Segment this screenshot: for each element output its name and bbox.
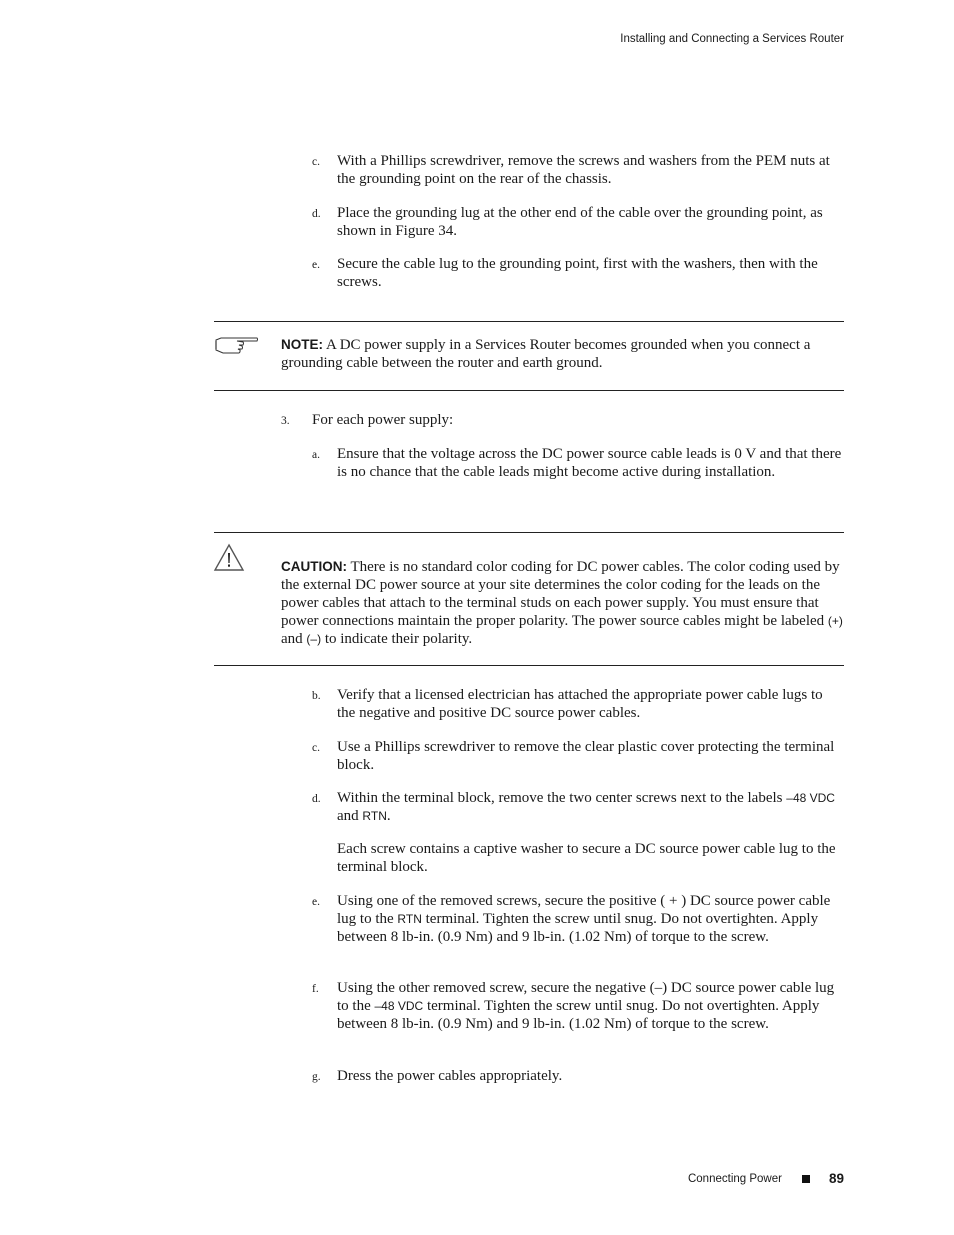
list-item	[312, 152, 842, 188]
text-run: terminal. Tighten the screw until snug. Do not overtighten. Apply between 8 lb-in. (0.9 Nm) and 9 lb-in. (1.02 Nm) of torque to the screw.	[337, 998, 820, 1032]
list-marker: g.	[312, 1071, 321, 1083]
text-run: .	[386, 808, 391, 824]
list-marker: e.	[312, 896, 320, 908]
list-item	[312, 979, 842, 1033]
list-item-text: Dress the power cables appropriately.	[337, 1068, 563, 1084]
caution-label: CAUTION:	[281, 559, 347, 574]
list-marker: d.	[312, 208, 321, 220]
list-item-text	[337, 979, 842, 1033]
list-item	[312, 892, 842, 946]
list-item-text	[337, 892, 842, 946]
text-run: Within the terminal block, remove the two center screws next to the labels	[337, 790, 787, 806]
caution-bottom-rule	[214, 665, 844, 666]
list-item	[312, 1067, 842, 1085]
list-item-text: Secure the cable lug to the grounding point, first with the washers, then with the screws.	[337, 256, 818, 290]
caution-and: and	[281, 631, 307, 647]
list-item-text: Use a Phillips screwdriver to remove the clear plastic cover protecting the terminal block.	[337, 739, 835, 773]
page-number: 89	[828, 1171, 844, 1186]
text-run: and	[337, 808, 363, 824]
list-item	[312, 686, 842, 722]
list-marker: b.	[312, 690, 321, 702]
text-run: Using one of the removed screws, secure the positive ( + ) DC source power cable lug to the	[337, 893, 831, 927]
code-label: –48 VDC	[786, 791, 835, 805]
list-marker: c.	[312, 742, 320, 754]
list-item	[312, 204, 842, 240]
warning-triangle-icon	[213, 543, 245, 577]
footer-square-icon	[802, 1175, 810, 1183]
text-run: terminal. Tighten the screw until snug. Do not overtighten. Apply between 8 lb-in. (0.9 Nm) and 9 lb-in. (1.02 Nm) of torque to the screw.	[337, 911, 819, 945]
list-item-text: Ensure that the voltage across the DC power source cable leads is 0 V and that there is no chance that the cable leads might become active during installation.	[337, 446, 842, 480]
list-item-text: With a Phillips screwdriver, remove the screws and washers from the PEM nuts at the grounding point on the rear of the chassis.	[337, 153, 830, 187]
note-callout	[281, 336, 844, 372]
pointing-hand-icon	[213, 331, 259, 360]
code-label: –48 VDC	[374, 999, 424, 1013]
list-marker: c.	[312, 156, 320, 168]
list-marker: e.	[312, 259, 320, 271]
list-item	[312, 255, 842, 291]
list-marker: a.	[312, 449, 320, 461]
list-marker: f.	[312, 983, 319, 995]
list-marker: d.	[312, 793, 321, 805]
list-item	[312, 738, 842, 774]
list-item-text: Verify that a licensed electrician has attached the appropriate power cable lugs to the negative and positive DC source power cables.	[337, 687, 823, 721]
caution-text-end: to indicate their polarity.	[321, 631, 473, 647]
step-marker: 3.	[281, 415, 290, 427]
code-label: RTN	[397, 912, 422, 926]
minus-symbol: (–)	[306, 632, 322, 646]
note-top-rule	[214, 321, 844, 322]
code-label: RTN	[362, 809, 387, 823]
note-label: NOTE:	[281, 337, 323, 352]
caution-text: There is no standard color coding for DC power cables. The color coding used by the external DC power source at your site determines the color coding for the leads on the power cables that attach to the terminal studs on each power supply. You must ensure that power connections maintain the proper polarity. The power source cables might be labeled	[281, 559, 840, 629]
page-footer	[688, 1171, 844, 1186]
list-item	[312, 789, 842, 876]
list-item-text	[337, 789, 842, 825]
note-bottom-rule	[214, 390, 844, 391]
step-item	[281, 411, 841, 429]
footer-section: Connecting Power	[687, 1172, 782, 1185]
list-item-text: Place the grounding lug at the other end of the cable over the grounding point, as shown in Figure 34.	[337, 205, 823, 239]
caution-callout	[281, 558, 844, 648]
running-header: Installing and Connecting a Services Router	[620, 33, 844, 45]
list-item-paragraph: Each screw contains a captive washer to secure a DC source power cable lug to the terminal block.	[337, 841, 836, 875]
step-text: For each power supply:	[312, 412, 454, 428]
note-text: A DC power supply in a Services Router becomes grounded when you connect a grounding cable between the router and earth ground.	[281, 337, 811, 371]
text-run: Using the other removed screw, secure the negative (–) DC source power cable lug to the	[337, 980, 835, 1014]
plus-symbol: (+)	[827, 614, 843, 628]
caution-top-rule	[214, 532, 844, 533]
list-item	[312, 445, 842, 481]
